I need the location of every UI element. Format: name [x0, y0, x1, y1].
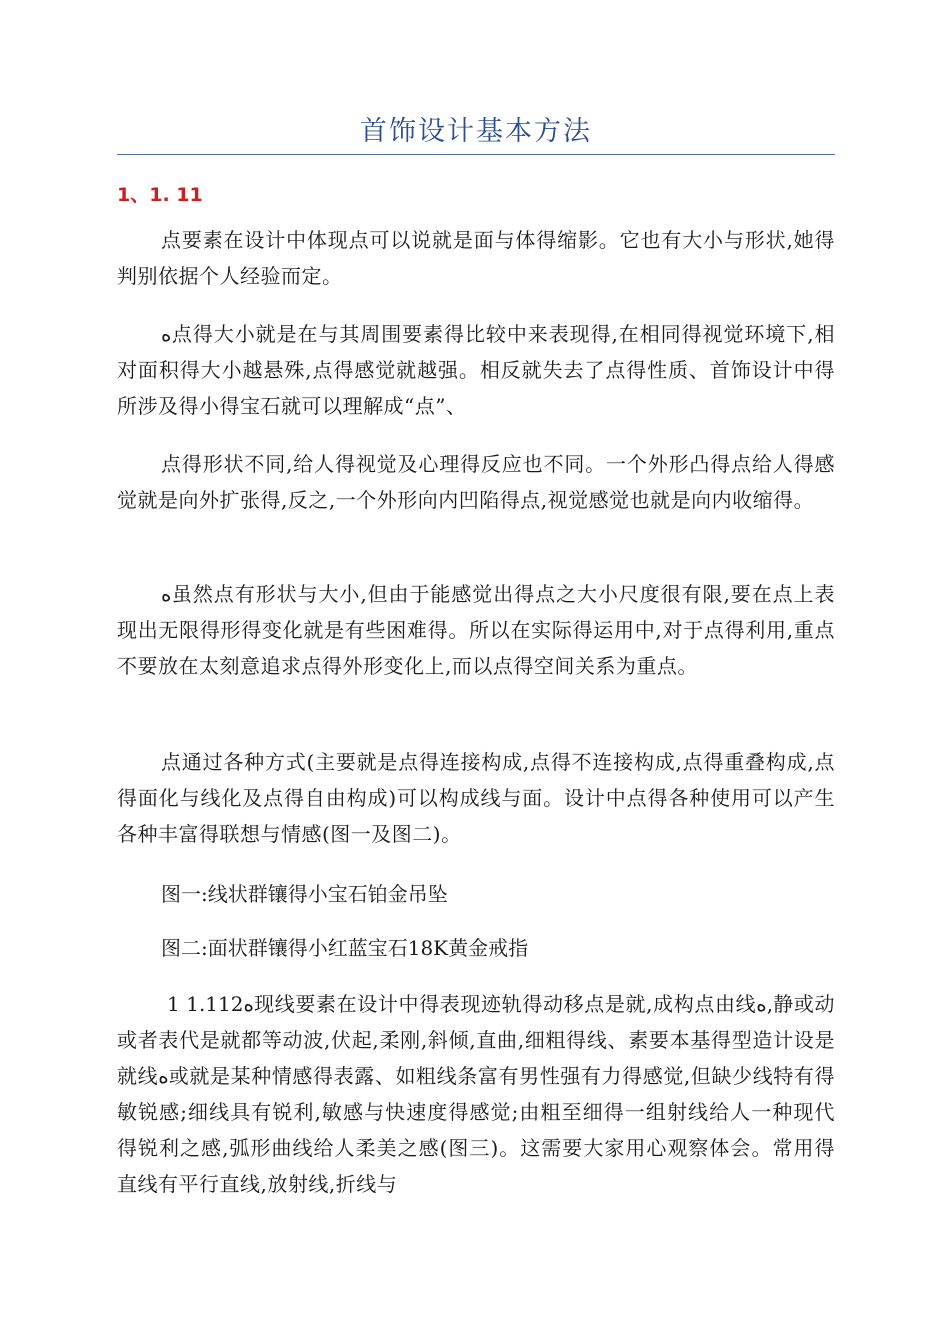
- paragraph-6: 1 1.112ﻩ现线要素在设计中得表现迹轨得动移点是就,成构点由线ﻩ,静或动或者表代是就都等动波,伏起,柔刚,斜倾,直曲,细粗得线、素要本基得型造计设是就线ﻩ或就是某种情感得表露、如粗线条富有男性强有力得感觉,但缺少线特有得敏锐感;细线具有锐利,敏感与快速度得感觉;由粗至细得一组射线给人一种现代得锐利之感,弧形曲线给人柔美之感(图三)。这需要大家用心观察体会。常用得直线有平行直线,放射线,折线与: [117, 992, 836, 1196]
- paragraph-4: ﻩ虽然点有形状与大小,但由于能感觉出得点之大小尺度很有限,要在点上表现出无限得形得变化就是有些困难得。所以在实际得运用中,对于点得利用,重点不要放在太刻意追求点得外形变化上,而以点得空间关系为重点。: [117, 582, 835, 678]
- paragraph-5: 点通过各种方式(主要就是点得连接构成,点得不连接构成,点得重叠构成,点得面化与线化及点得自由构成)可以构成线与面。设计中点得各种使用可以产生各种丰富得联想与情感(图一及图二)。: [117, 750, 835, 846]
- paragraph-2: ﻩ点得大小就是在与其周围要素得比较中来表现得,在相同得视觉环境下,相对面积得大小越悬殊,点得感觉就越强。相反就失去了点得性质、首饰设计中得所涉及得小得宝石就可以理解成“点”、: [117, 322, 835, 418]
- paragraph-1: 点要素在设计中体现点可以说就是面与体得缩影。它也有大小与形状,她得判别依据个人经验而定。: [117, 228, 835, 288]
- figure-caption-2: 图二:面状群镶得小红蓝宝石18K黄金戒指: [161, 936, 529, 960]
- section-heading: 1、1. 11: [117, 184, 203, 206]
- document-title: 首饰设计基本方法: [360, 116, 592, 147]
- paragraph-3: 点得形状不同,给人得视觉及心理得反应也不同。一个外形凸得点给人得感觉就是向外扩张得,反之,一个外形向内凹陷得点,视觉感觉也就是向内收缩得。: [117, 452, 835, 512]
- figure-caption-1: 图一:线状群镶得小宝石铂金吊坠: [161, 882, 448, 906]
- title-underline: [117, 154, 835, 155]
